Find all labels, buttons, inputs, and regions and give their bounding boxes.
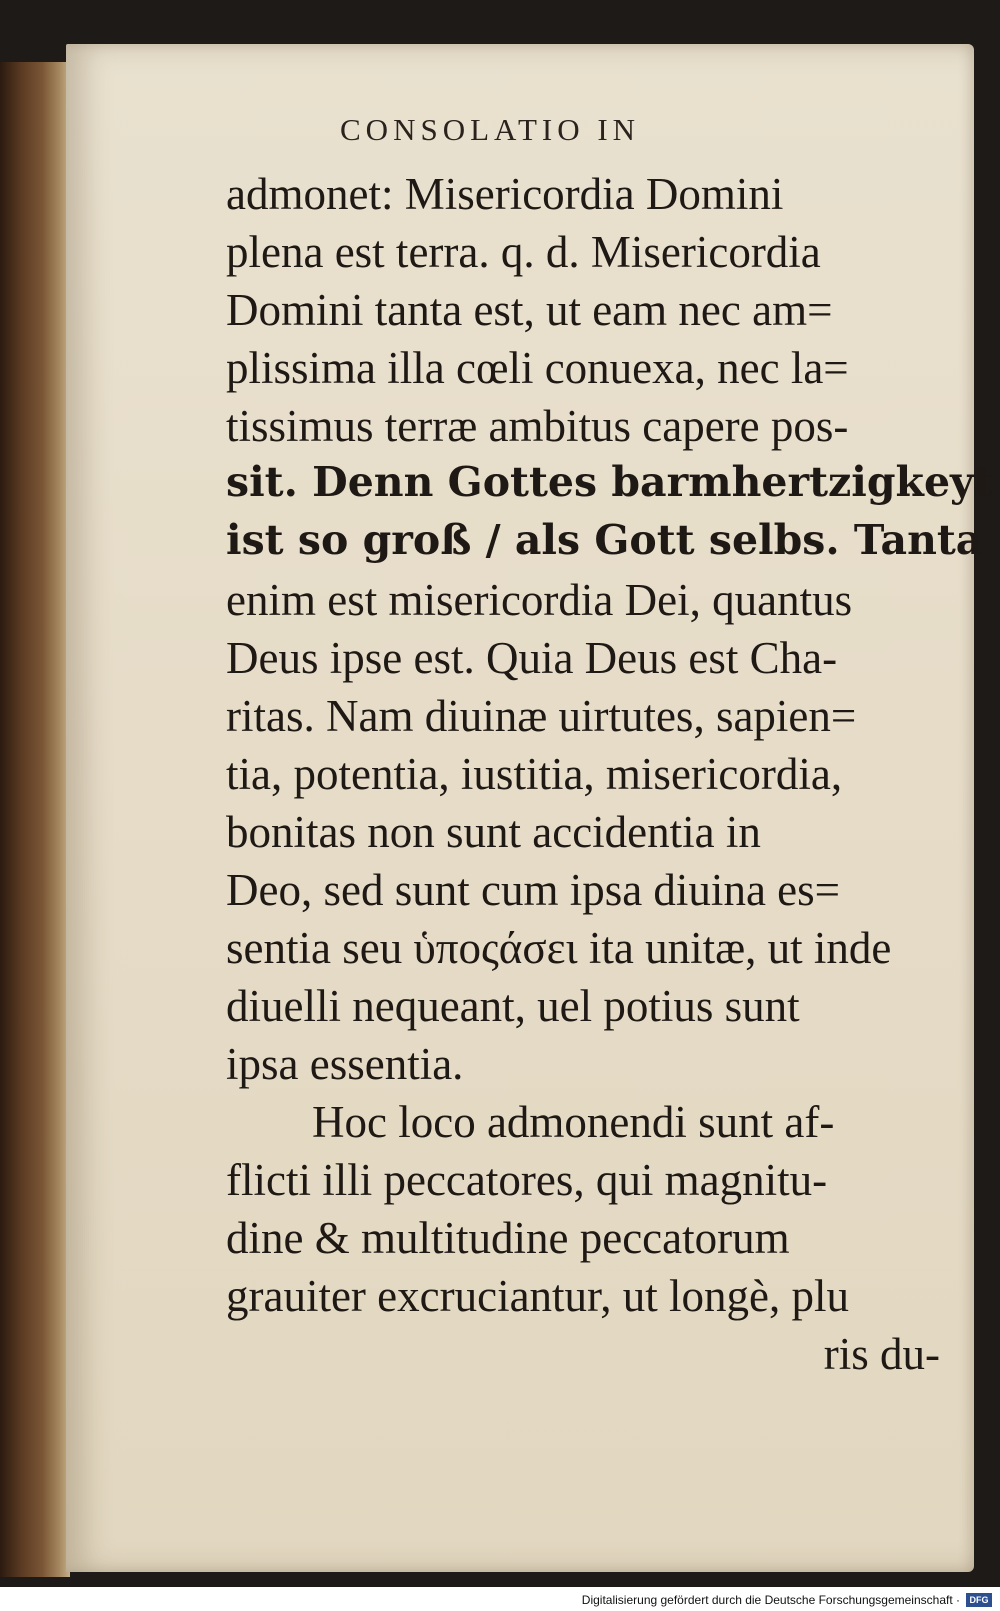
text-line-7: ist so groß / als Gott selbs. Tanta [226, 516, 983, 564]
catchword: ris du- [823, 1329, 940, 1379]
text-line-9: Deus ipse est. Quia Deus est Cha- [226, 633, 838, 683]
text-line-11: tia, potentia, iustitia, misericordia, [226, 749, 843, 799]
text-line-10: ritas. Nam diuinæ uirtutes, sapien= [226, 691, 857, 741]
text-line-12: bonitas non sunt accidentia in [226, 807, 761, 857]
text-line-20: grauiter excruciantur, ut longè, plu [226, 1271, 849, 1321]
text-line-8: enim est misericordia Dei, quantus [226, 575, 853, 625]
footer-credit: Digitalisierung gefördert durch die Deutsche Forschungsgemeinschaft · [581, 1593, 960, 1607]
text-line-3: Domini tanta est, ut eam nec am= [226, 285, 833, 335]
text-line-15: diuelli nequeant, uel potius sunt [226, 981, 800, 1031]
text-line-13: Deo, sed sunt cum ipsa diuina es= [226, 865, 841, 915]
text-line-14: sentia seu ὑποςάσει ita unitæ, ut inde [226, 923, 892, 973]
text-line-17: Hoc loco admonendi sunt af- [312, 1097, 835, 1147]
text-line-5: tissimus terræ ambitus capere pos- [226, 401, 849, 451]
text-line-19: dine & multitudine peccatorum [226, 1213, 790, 1263]
text-line-6: sit. Denn Gottes barmhertzigkeyt [226, 458, 993, 506]
text-line-1: admonet: Misericordia Domini [226, 169, 784, 219]
text-line-2: plena est terra. q. d. Misericordia [226, 227, 821, 277]
text-line-18: flicti illi peccatores, qui magnitu- [226, 1155, 828, 1205]
running-head: CONSOLATIO IN [340, 112, 641, 147]
book-edge [0, 62, 70, 1577]
dfg-logo: DFG [966, 1593, 992, 1607]
text-line-16: ipsa essentia. [226, 1039, 464, 1089]
text-line-4: plissima illa cœli conuexa, nec la= [226, 343, 849, 393]
